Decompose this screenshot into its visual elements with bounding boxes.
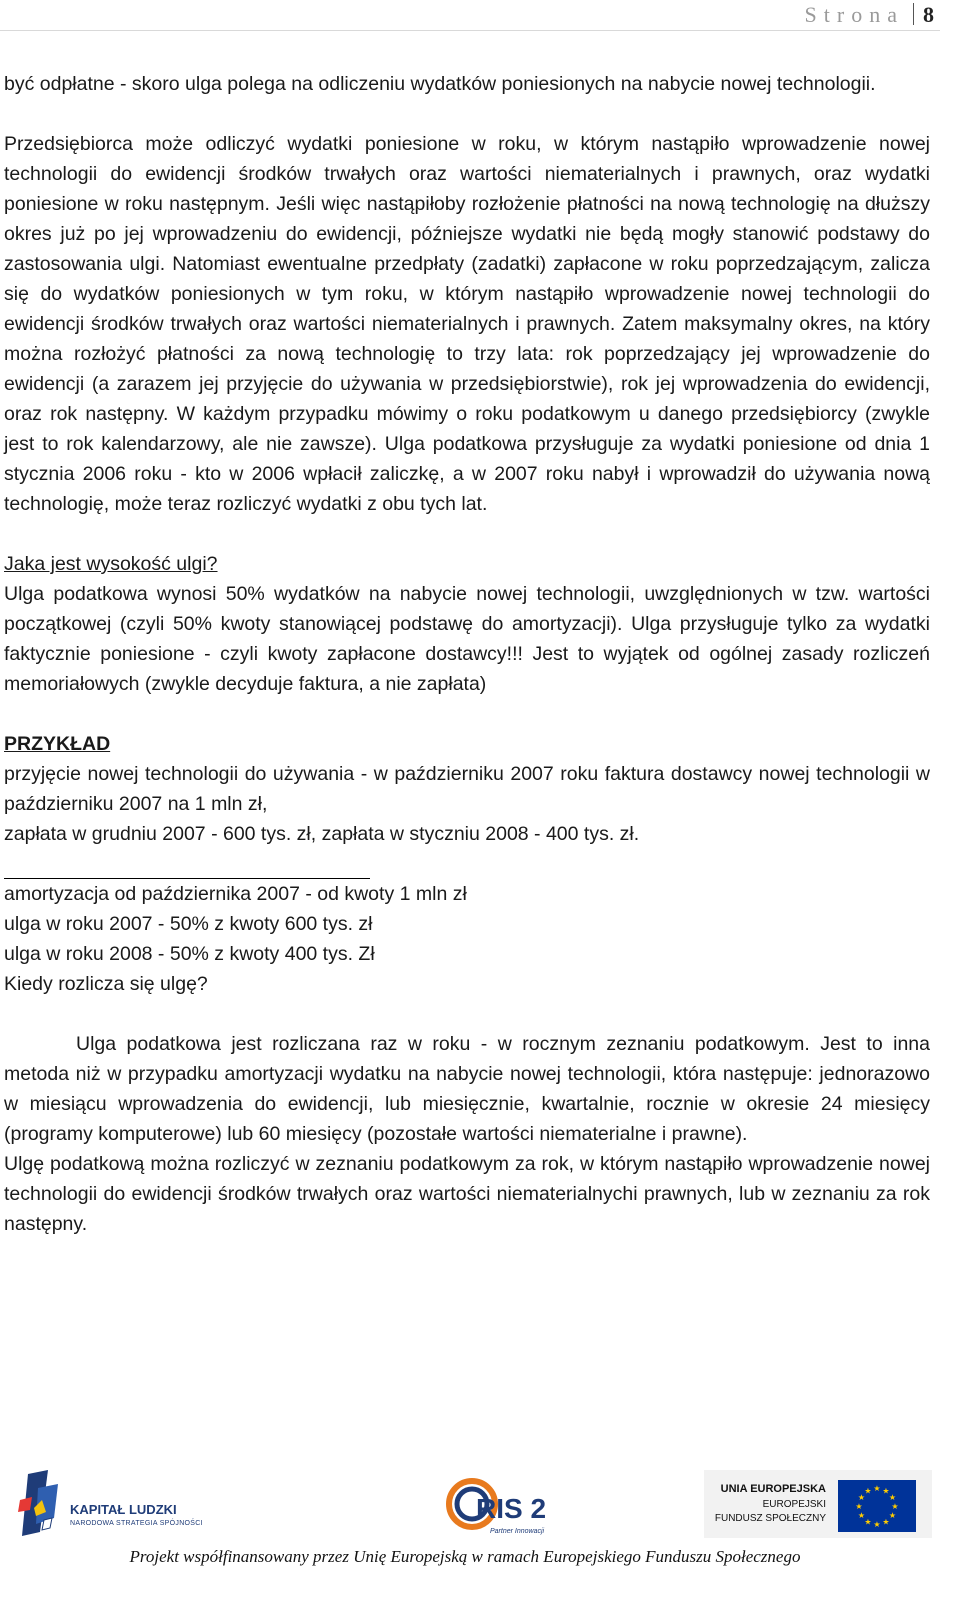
kapital-ludzki-emblem-icon xyxy=(18,1470,62,1540)
example-line-depreciation: amortyzacja od października 2007 - od kwoty 1 mln zł xyxy=(4,883,467,905)
ris2-emblem-icon xyxy=(446,1478,556,1530)
svg-text:★: ★ xyxy=(857,1493,866,1502)
example-line-relief-2008: ulga w roku 2008 - 50% z kwoty 400 tys. Zł xyxy=(4,943,375,965)
svg-text:★: ★ xyxy=(888,1511,897,1520)
document-body xyxy=(4,69,930,1239)
page-footer xyxy=(0,1460,960,1613)
svg-text:★: ★ xyxy=(882,1486,890,1496)
page-header xyxy=(0,0,940,31)
svg-text:★: ★ xyxy=(864,1486,872,1496)
svg-text:★: ★ xyxy=(891,1502,899,1511)
svg-text:★: ★ xyxy=(888,1493,897,1502)
eu-union-label: UNIA EUROPEJSKA xyxy=(720,1483,826,1495)
paragraph-relief-amount: Ulga podatkowa wynosi 50% wydatków na nabycie nowej technologii, uwzględnionych w tzw. wartości początkowej (czyli 50% kwoty stanowiącej podstawę do amortyzacji). Ulga przysługuje tylko za wydatki faktycznie poniesione - czyli kwoty zapłacone dostawcy!!! Jest to wyjątek od ogólnej zasady rozliczeń memoriałowych (zwykle decyduje faktura, a nie zapłata) xyxy=(4,583,930,695)
svg-text:★: ★ xyxy=(864,1517,872,1527)
ris2-logo xyxy=(446,1478,556,1542)
page-number: 8 xyxy=(923,2,934,27)
svg-text:★: ★ xyxy=(855,1502,863,1511)
eu-social-fund-label: FUNDUSZ SPOŁECZNY xyxy=(714,1513,826,1524)
paragraph-tax-return: Ulgę podatkową można rozliczyć w zeznaniu podatkowym za rok, w którym nastąpiło wprowadzenie nowej technologii do ewidencji środków trwałych oraz wartości niematerialnychi prawnych, lub w zeznaniu za rok następny. xyxy=(4,1153,930,1235)
example-line-relief-2007: ulga w roku 2007 - 50% z kwoty 600 tys. zł xyxy=(4,913,373,935)
paragraph-continuation: być odpłatne - skoro ulga polega na odliczeniu wydatków poniesionych na nabycie nowej technologii. xyxy=(4,73,876,95)
ris2-partner: Partner Innowacji xyxy=(490,1528,545,1535)
ris2-name: RIS 2 xyxy=(476,1493,547,1524)
paragraph-annual-settlement: Ulga podatkowa jest rozliczana raz w roku - w rocznym zeznaniu podatkowym. Jest to inna metoda niż w przypadku amortyzacji wydatku na nabycie nowej technologii, która następuje: jednorazowo w miesiącu wprowadzenia do ewidencji, lub miesięcznie, kwartalnie, rocznie w okresie 24 miesięcy (programy komputerowe) lub 60 miesięcy (pozostałe wartości niematerialne i prawne). xyxy=(4,1033,930,1145)
svg-text:★: ★ xyxy=(857,1511,866,1520)
svg-text:★: ★ xyxy=(873,1520,881,1529)
question-settlement: Kiedy rozlicza się ulgę? xyxy=(4,973,208,995)
kapital-ludzki-title: KAPITAŁ LUDZKI xyxy=(70,1502,177,1517)
svg-text:★: ★ xyxy=(873,1484,881,1493)
example-line-payments: zapłata w grudniu 2007 - 600 tys. zł, zapłata w styczniu 2008 - 400 tys. zł. xyxy=(4,823,640,845)
funding-statement: Projekt współfinansowany przez Unię Europejską w ramach Europejskiego Funduszu Społecznego xyxy=(129,1547,801,1566)
example-heading: PRZYKŁAD xyxy=(4,733,111,755)
eu-european-label: EUROPEJSKI xyxy=(762,1499,826,1510)
question-relief-amount: Jaka jest wysokość ulgi? xyxy=(4,553,218,575)
kapital-ludzki-logo xyxy=(18,1470,238,1542)
kapital-ludzki-subtitle: NARODOWA STRATEGIA SPÓJNOŚCI xyxy=(70,1520,203,1527)
paragraph-expenses: Przedsiębiorca może odliczyć wydatki poniesione w roku, w którym nastąpiło wprowadzenie nowej technologii do ewidencji środków trwałych oraz wartości niematerialnych i prawnych, oraz wydatki poniesione w roku następnym. Jeśli więc nastąpiłoby rozłożenie płatności na nową technologię na dłuższy okres już po jej wprowadzeniu do ewidencji, późniejsze wydatki nie będą mogły stanowić podstawy do zastosowania ulgi. Natomiast ewentualne przedpłaty (zadatki) zapłacone w roku poprzedzającym, zalicza się do wydatków poniesionych w tym roku, w którym nastąpiło wprowadzenie nowej technologii do ewidencji środków trwałych oraz wartości niematerialnych i prawnych. Zatem maksymalny okres, na który można rozłożyć płatności za nową technologię to trzy lata: rok poprzedzający jej wprowadzenie do ewidencji (a zarazem jej przyjęcie do używania w przedsiębiorstwie), rok jej wprowadzenia do ewidencji, oraz rok następny. W każdym przypadku mówimy o roku podatkowym u danego przedsiębiorcy (zwykle jest to rok kalendarzowy, ale nie zawsze). Ulga podatkowa przysługuje za wydatki poniesione od dnia 1 stycznia 2006 roku - kto w 2006 wpłacił zaliczkę, a w 2007 roku nabył i wprowadził do używania nową technologię, może teraz rozliczyć wydatki z obu tych lat. xyxy=(4,133,930,515)
svg-text:★: ★ xyxy=(882,1517,890,1527)
example-line-acceptance: przyjęcie nowej technologii do używania - w październiku 2007 roku faktura dostawcy nowej technologii w październiku 2007 na 1 mln zł, xyxy=(4,763,930,815)
eu-efs-logo xyxy=(704,1470,932,1538)
eu-flag-icon xyxy=(838,1480,916,1532)
page-separator xyxy=(913,3,914,25)
page-label: Strona xyxy=(804,2,904,27)
